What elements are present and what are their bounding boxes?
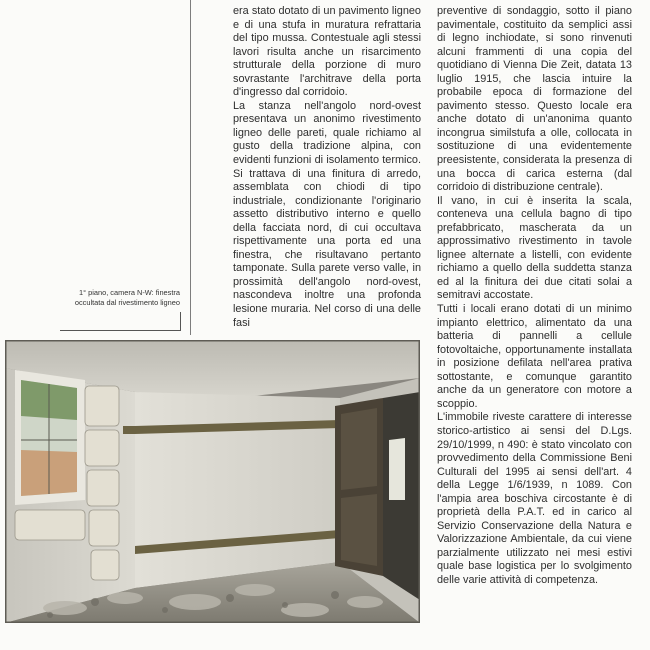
room-photo (5, 340, 420, 623)
paragraph: Il vano, in cui è inserita la scala, conteneva una cellula bagno di tipo prefabbricato, mascherata da un approssimativo rivestimento in tavole lignee alternate a listelli, con evidente richiamo a quello della suddetta stanza ed al la finitura dei due citati solai a semitravi accostate. (437, 194, 632, 302)
text-column-1 (233, 5, 421, 330)
column-divider (190, 0, 191, 335)
caption-rule-horizontal (60, 330, 181, 331)
room-photo-illustration (5, 340, 420, 623)
text-column-2 (437, 5, 632, 588)
paragraph: preventive di sondaggio, sotto il piano pavimentale, costituito da semplici assi di legno inchiodate, si sono rinvenuti alcuni frammenti di una copia del quotidiano di Vienna Die Zeit, datata 13 luglio 1915, che lascia intuire la probabile epoca di formazione del pavimento stesso. Questo locale era anche dotato di un'anonima quanto incongrua similstufa a olle, collocata in sostituzione di una evidentemente preesistente, considerata la presenza di una bocca di carica esterna (dal corridoio di distribuzione centrale). (437, 5, 632, 194)
paragraph: era stato dotato di un pavimento ligneo e di una stufa in muratura refrattaria del tipo mussa. Contestuale agli stessi lavori risulta anche un risarcimento strutturale della porzione di muro sovrastante l'architrave della porta d'ingresso dal corridoio. (233, 5, 421, 99)
photo-caption (58, 288, 180, 307)
paragraph: La stanza nell'angolo nord-ovest presentava un anonimo rivestimento ligneo delle pareti, quale richiamo al gusto della tradizione alpina, con evidenti funzioni di isolamento termico. Si trattava di una finitura di arredo, assemblata con chiodi di tipo industriale, condizionante l'originario assetto distributivo interno e quello della facciata nord, di cui occultava rispettivamente una porta ed una finestra, che risultavano pertanto tamponate. Sulla parete verso valle, in prossimità dell'angolo nord-ovest, nascondeva inoltre una profonda lesione muraria. Nel corso di una delle fasi (233, 99, 421, 329)
caption-line-1: 1° piano, camera N-W: finestra (79, 288, 180, 297)
caption-line-2: occultata dal rivestimento ligneo (74, 297, 180, 307)
caption-rule-vertical (180, 312, 181, 330)
paragraph: L'immobile riveste carattere di interesse storico-artistico ai sensi del D.Lgs. 29/10/1999, n 490: è stato vincolato con provvedimento della Commissione Beni Culturali del 1995 ai sensi dell'art. 4 della Legge 1/6/1939, n 1089. Con l'ampia area boschiva circostante è di proprietà della P.A.T. ed in carico al Servizio Conservazione della Natura e Valorizzazione Ambientale, da cui viene parzialmente utilizzato nei mesi estivi quale base logistica per lo svolgimento delle varie attività di competenza. (437, 411, 632, 586)
paragraph: Tutti i locali erano dotati di un minimo impianto elettrico, alimentato da una batteria di pannelli a cellule fotovoltaiche, opportunamente installata in posizione defilata nell'area prativa sottostante, e comunque garantito anche da un generatore con motore a scoppio. (437, 303, 632, 410)
